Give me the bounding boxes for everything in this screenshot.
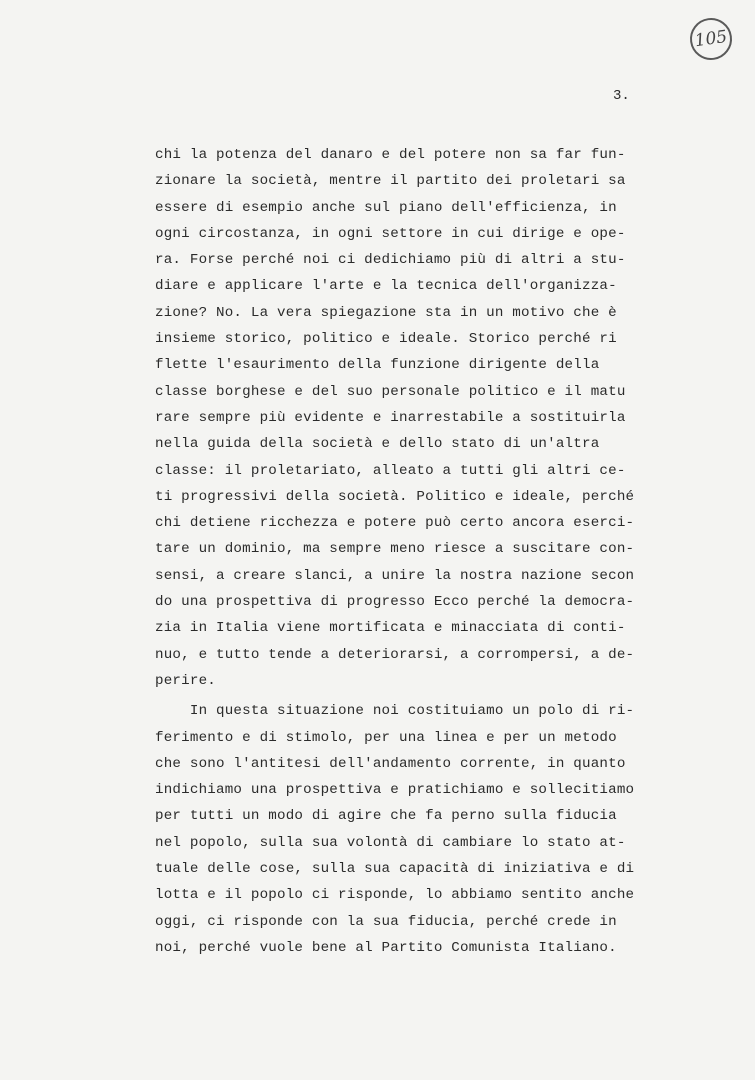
text-line: essere di esempio anche sul piano dell'efficienza, in (155, 199, 617, 216)
text-line: nuo, e tutto tende a deteriorarsi, a corrompersi, a de- (155, 646, 635, 663)
text-line: zione? No. La vera spiegazione sta in un motivo che è (155, 304, 617, 321)
text-line: classe borghese e del suo personale politico e il matu (155, 383, 626, 400)
text-line: In questa situazione noi costituiamo un polo di ri- (155, 703, 635, 720)
text-line: chi detiene ricchezza e potere può certo ancora eserci- (155, 515, 635, 532)
text-line: classe: il proletariato, alleato a tutti gli altri ce- (155, 462, 626, 479)
text-line: nel popolo, sulla sua volontà di cambiare lo stato at- (155, 834, 626, 851)
body-text (155, 142, 675, 961)
text-line: sensi, a creare slanci, a unire la nostra nazione secon (155, 567, 635, 584)
text-line: ogni circostanza, in ogni settore in cui dirige e ope- (155, 225, 626, 242)
text-line: chi la potenza del danaro e del potere non sa far fun- (155, 147, 626, 163)
text-line: oggi, ci risponde con la sua fiducia, perché crede in (155, 913, 617, 930)
text-line: zia in Italia viene mortificata e minacciata di conti- (155, 620, 626, 637)
text-line: ferimento e di stimolo, per una linea e per un metodo (155, 729, 617, 746)
text-line: zionare la società, mentre il partito dei proletari sa (155, 173, 626, 190)
text-line: perire. (155, 672, 216, 689)
text-line: lotta e il popolo ci risponde, lo abbiamo sentito anche (155, 887, 635, 904)
paragraph-2 (155, 698, 675, 961)
archive-stamp: 105 (687, 15, 734, 62)
text-line: ra. Forse perché noi ci dedichiamo più di altri a stu- (155, 252, 626, 269)
text-line: tare un dominio, ma sempre meno riesce a suscitare con- (155, 541, 635, 558)
text-line: flette l'esaurimento della funzione dirigente della (155, 357, 600, 374)
text-line: che sono l'antitesi dell'andamento corrente, in quanto (155, 755, 626, 772)
text-line: insieme storico, politico e ideale. Storico perché ri (155, 331, 617, 348)
text-line: rare sempre più evidente e inarrestabile a sostituirla (155, 409, 626, 426)
paragraph-1 (155, 142, 675, 694)
text-line: do una prospettiva di progresso Ecco perché la democra- (155, 594, 635, 611)
text-line: nella guida della società e dello stato di un'altra (155, 436, 600, 453)
text-line: tuale delle cose, sulla sua capacità di iniziativa e di (155, 861, 635, 878)
text-line: noi, perché vuole bene al Partito Comunista Italiano. (155, 939, 617, 956)
text-line: indichiamo una prospettiva e pratichiamo e sollecitiamo (155, 782, 635, 799)
text-line: per tutti un modo di agire che fa perno sulla fiducia (155, 808, 617, 825)
page-number: 3. (613, 88, 630, 104)
text-line: diare e applicare l'arte e la tecnica dell'organizza- (155, 278, 617, 295)
text-line: ti progressivi della società. Politico e ideale, perché (155, 488, 635, 505)
